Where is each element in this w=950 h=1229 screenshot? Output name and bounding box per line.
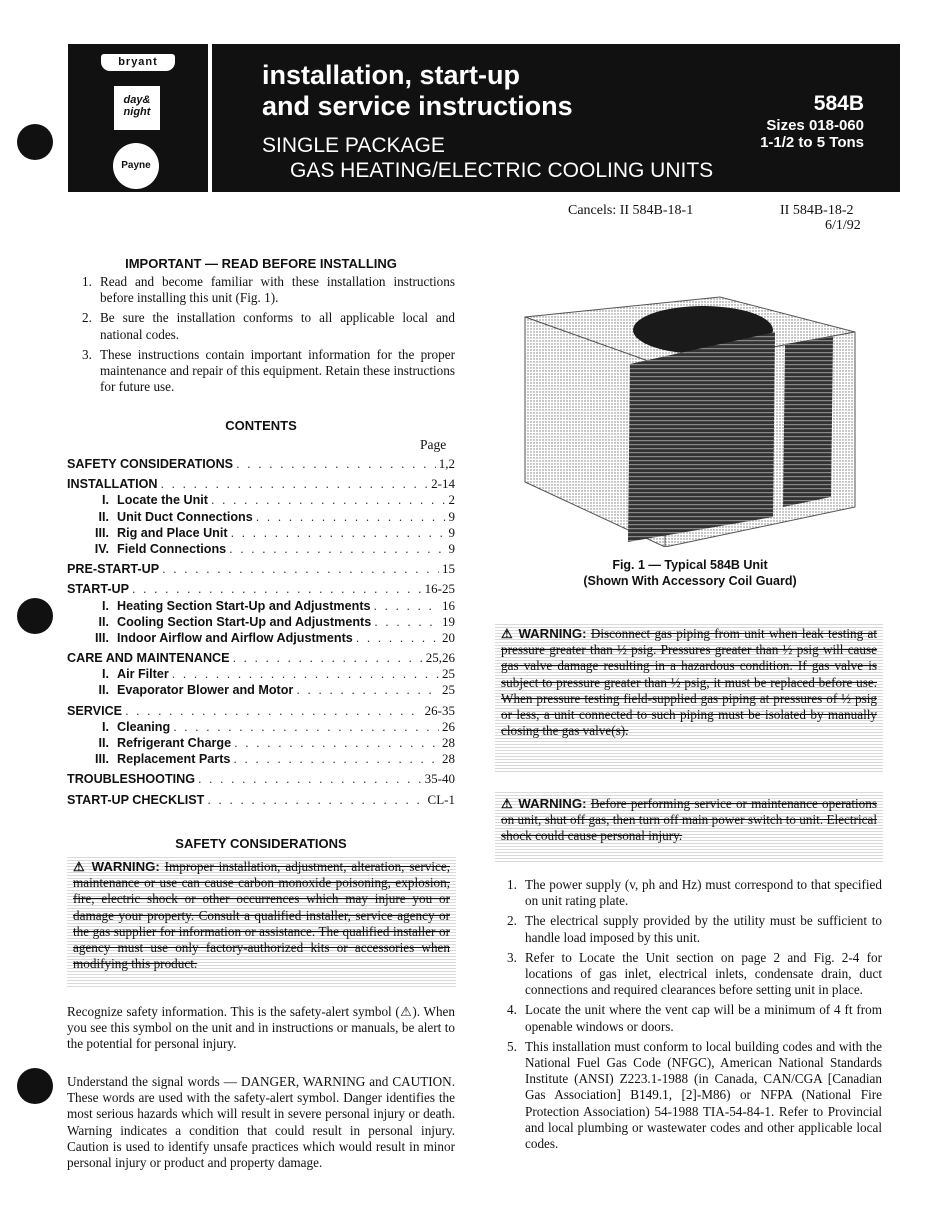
toc-leader-dots bbox=[172, 667, 439, 681]
toc-entry-number: II. bbox=[98, 683, 109, 698]
model-sizes: Sizes 018-060 bbox=[766, 117, 864, 134]
toc-leader-dots bbox=[207, 793, 424, 807]
toc-leader-dots bbox=[211, 493, 446, 507]
toc-entry-number: II. bbox=[98, 509, 109, 524]
toc-leader-dots bbox=[160, 477, 428, 491]
toc-leader-dots bbox=[374, 615, 439, 629]
toc-entry-page: 35-40 bbox=[424, 771, 455, 787]
toc-entry-label: Refrigerant Charge bbox=[117, 736, 232, 750]
unit-illustration bbox=[515, 292, 860, 547]
toc-entry bbox=[67, 703, 455, 719]
toc-entry bbox=[67, 650, 455, 666]
toc-leader-dots bbox=[231, 526, 446, 540]
warning-text: Disconnect gas piping from unit when leak testing at pressure greater than ½ psig. Pressures greater than ½ psig will cause gas valve damage resulting in a hazardous condition. If gas valve is subject to pressure greater than ½ psig, it must be replaced before use. When pressure testing field-supplied gas piping at pressures of ½ psig or less, a unit connected to such piping must be isolated by manually closing the gas valve(s). bbox=[501, 626, 878, 739]
toc-entry-page: 25 bbox=[442, 666, 455, 682]
toc-entry-page: 28 bbox=[442, 735, 455, 750]
binder-hole-middle bbox=[17, 598, 53, 634]
warning-text: Improper installation, adjustment, alteration, service, maintenance or use can cause carbon monoxide poisoning, explosion, fire, electric shock or other occurrences which may injure you or damage your property. Consult a qualified installer, service agency or the gas supplier for information or assistance. The qualified installer or agency must use only factory-authorized kits or accessories when modifying this product. bbox=[73, 859, 450, 972]
toc-entry-number: I. bbox=[102, 667, 109, 682]
toc-entry-number: I. bbox=[102, 719, 109, 734]
toc-entry-number: III. bbox=[95, 525, 109, 540]
toc-entry bbox=[67, 666, 455, 682]
warning-text: Before performing service or maintenance operations on unit, shut off gas, then turn off main power switch to unit. Electrical shock could cause personal injury. bbox=[501, 796, 877, 844]
toc-entry-label: PRE-START-UP bbox=[67, 562, 160, 577]
toc-entry-page: 26 bbox=[442, 718, 455, 734]
toc-leader-dots bbox=[173, 720, 439, 734]
toc-entry-label: TROUBLESHOOTING bbox=[67, 772, 196, 787]
service-warning-box bbox=[495, 792, 883, 862]
document-date: 6/1/92 bbox=[825, 218, 861, 233]
installation-requirements-list bbox=[507, 877, 882, 1156]
toc-entry-page: 15 bbox=[442, 561, 455, 577]
safety-warning-box bbox=[67, 855, 456, 987]
subtitle-line-2: GAS HEATING/ELECTRIC COOLING UNITS bbox=[290, 159, 714, 182]
toc-entry-number: I. bbox=[102, 493, 109, 508]
toc-entry-label: Field Connections bbox=[117, 541, 227, 556]
binder-hole-top bbox=[17, 124, 53, 160]
installation-item: 2. The electrical supply provided by the utility must be sufficient to handle load imposed by this unit. bbox=[507, 913, 882, 945]
toc-entry bbox=[67, 792, 455, 808]
toc-entry-label: Rig and Place Unit bbox=[117, 525, 228, 540]
toc-leader-dots bbox=[229, 542, 445, 556]
warning-label: ⚠ WARNING: bbox=[73, 859, 160, 874]
toc-entry-number: II. bbox=[98, 736, 109, 750]
toc-entry-page: 16 bbox=[442, 597, 455, 613]
toc-leader-dots bbox=[125, 704, 422, 718]
installation-item: 4. Locate the unit where the vent cap will be a minimum of 4 ft from openable windows or doors. bbox=[507, 1002, 882, 1034]
toc-entry-number: III. bbox=[95, 630, 109, 645]
figure-caption-line-2: (Shown With Accessory Coil Guard) bbox=[583, 574, 797, 588]
toc-entry-page: CL-1 bbox=[427, 791, 455, 807]
table-of-contents bbox=[67, 456, 455, 808]
toc-entry-label: Cooling Section Start-Up and Adjustments bbox=[117, 614, 372, 629]
coil-guard-side bbox=[783, 337, 833, 507]
toc-leader-dots bbox=[234, 736, 439, 750]
subtitle-line-1: SINGLE PACKAGE bbox=[262, 134, 445, 157]
toc-entry-number: I. bbox=[102, 598, 109, 613]
toc-entry-number: IV. bbox=[94, 541, 109, 556]
toc-entry-label: Indoor Airflow and Airflow Adjustments bbox=[117, 630, 353, 645]
important-heading: IMPORTANT — READ BEFORE INSTALLING bbox=[125, 256, 397, 271]
toc-entry bbox=[67, 476, 455, 492]
toc-leader-dots bbox=[256, 510, 446, 524]
gas-piping-warning-box bbox=[495, 622, 883, 772]
toc-entry bbox=[67, 509, 455, 525]
important-list bbox=[82, 274, 455, 399]
toc-entry-page: 26-35 bbox=[424, 702, 455, 718]
toc-entry-page: 2-14 bbox=[431, 476, 455, 492]
toc-entry bbox=[67, 541, 455, 557]
toc-entry bbox=[67, 630, 455, 646]
toc-entry-page: 9 bbox=[448, 508, 455, 524]
toc-entry bbox=[67, 525, 455, 541]
title-banner bbox=[212, 44, 900, 192]
toc-leader-dots bbox=[356, 631, 439, 645]
coil-guard-front bbox=[628, 332, 775, 542]
warning-label: ⚠ WARNING: bbox=[501, 626, 587, 641]
toc-entry-label: SERVICE bbox=[67, 703, 123, 718]
toc-entry-page: 2 bbox=[448, 492, 455, 508]
toc-leader-dots bbox=[162, 562, 439, 576]
toc-leader-dots bbox=[132, 582, 422, 596]
safety-heading: SAFETY CONSIDERATIONS bbox=[175, 836, 347, 851]
toc-leader-dots bbox=[296, 683, 439, 697]
toc-entry bbox=[67, 456, 455, 472]
safety-paragraph-2: Understand the signal words — DANGER, WARNING and CAUTION. These words are used with the safety-alert symbol. Danger identifies the most serious hazards which will result in severe personal injury or death. Warning indicates a condition that could result in personal injury. Caution is used to identify unsafe practices which would result in minor personal injury or product and property damage. bbox=[67, 1074, 455, 1171]
installation-item: 1. The power supply (v, ph and Hz) must correspond to that specified on unit rating plate. bbox=[507, 877, 882, 909]
toc-leader-dots bbox=[374, 599, 439, 613]
toc-entry-page: 25 bbox=[442, 682, 455, 698]
toc-entry-page: 19 bbox=[442, 613, 455, 629]
installation-item: 3. Refer to Locate the Unit section on page 2 and Fig. 2-4 for locations of gas inlet, electrical inlets, condensate drain, duct connections and required clearances before setting unit in place. bbox=[507, 949, 882, 998]
contents-page-label: Page bbox=[420, 437, 447, 452]
toc-entry bbox=[67, 614, 455, 630]
toc-entry-page: 28 bbox=[442, 751, 455, 767]
toc-entry-label: Locate the Unit bbox=[117, 493, 208, 508]
toc-entry-label: CARE AND MAINTENANCE bbox=[67, 651, 230, 666]
day-night-logo: day& night bbox=[114, 86, 160, 130]
toc-entry-page: 16-25 bbox=[424, 581, 455, 597]
installation-item: 5. This installation must conform to local building codes and with the National Fuel Gas Code (NFGC), American National Standards Institute (ANSI) Z223.1-1988 (in Canada, CAN/CGA [Canadian Gas Association] B149.1, [2]-M86) or NFPA (National Fire Protection Association) 54-1988 TIA-54-84-1. Refer to Provincial and local plumbing or wastewater codes and other applicable local codes. bbox=[507, 1038, 882, 1152]
toc-entry-label: Heating Section Start-Up and Adjustments bbox=[117, 598, 371, 613]
toc-entry-label: Evaporator Blower and Motor bbox=[117, 683, 294, 698]
model-tonnage: 1-1/2 to 5 Tons bbox=[760, 134, 864, 151]
toc-entry-page: 25,26 bbox=[425, 650, 455, 666]
toc-entry bbox=[67, 682, 455, 698]
warning-label: ⚠ WARNING: bbox=[501, 796, 587, 811]
toc-leader-dots bbox=[233, 752, 439, 766]
title-line-1: installation, start-up bbox=[262, 60, 521, 90]
payne-logo: Payne bbox=[113, 143, 159, 189]
toc-entry-label: INSTALLATION bbox=[67, 477, 158, 492]
toc-leader-dots bbox=[236, 457, 436, 471]
toc-entry bbox=[67, 751, 455, 767]
toc-entry-page: 1,2 bbox=[438, 456, 455, 471]
toc-entry-label: Unit Duct Connections bbox=[117, 509, 253, 524]
toc-entry bbox=[67, 561, 455, 577]
binder-hole-bottom bbox=[17, 1068, 53, 1104]
toc-entry-page: 20 bbox=[442, 629, 455, 645]
title-line-2: and service instructions bbox=[262, 91, 573, 121]
safety-paragraph-1: Recognize safety information. This is the safety-alert symbol (⚠). When you see this symbol on the unit and in instructions or manuals, be alert to the potential for personal injury. bbox=[67, 1004, 455, 1052]
toc-entry-label: Cleaning bbox=[117, 719, 171, 734]
toc-entry bbox=[67, 771, 455, 787]
figure-caption-line-1: Fig. 1 — Typical 584B Unit bbox=[612, 558, 768, 572]
toc-entry-number: III. bbox=[95, 752, 109, 767]
important-item: 3. These instructions contain important information for the proper maintenance and repair of this equipment. Retain these instructions for future use. bbox=[82, 346, 455, 395]
toc-entry-page: 9 bbox=[448, 524, 455, 540]
toc-entry-label: SAFETY CONSIDERATIONS bbox=[67, 457, 234, 471]
cancels-note: Cancels: II 584B-18-1 bbox=[568, 203, 694, 218]
brand-logo-panel bbox=[68, 44, 208, 192]
model-number: 584B bbox=[813, 92, 864, 115]
toc-entry-label: START-UP CHECKLIST bbox=[67, 792, 205, 807]
figure-caption bbox=[540, 557, 840, 589]
toc-leader-dots bbox=[233, 651, 423, 665]
toc-entry-label: Air Filter bbox=[117, 667, 169, 682]
toc-entry bbox=[67, 719, 455, 735]
toc-entry-page: 9 bbox=[448, 540, 455, 556]
toc-entry bbox=[67, 735, 455, 751]
toc-entry bbox=[67, 598, 455, 614]
page-header bbox=[68, 44, 900, 192]
toc-entry-label: START-UP bbox=[67, 582, 130, 597]
toc-entry-label: Replacement Parts bbox=[117, 752, 231, 767]
toc-leader-dots bbox=[198, 772, 422, 786]
contents-heading: CONTENTS bbox=[225, 418, 297, 433]
important-item: 2. Be sure the installation conforms to all applicable local and national codes. bbox=[82, 310, 455, 342]
toc-entry-number: II. bbox=[98, 614, 109, 629]
important-item: 1. Read and become familiar with these installation instructions before installing this unit (Fig. 1). bbox=[82, 274, 455, 306]
document-number: II 584B-18-2 bbox=[780, 203, 854, 218]
bryant-logo: bryant bbox=[101, 54, 175, 71]
toc-entry bbox=[67, 581, 455, 597]
toc-entry bbox=[67, 492, 455, 508]
